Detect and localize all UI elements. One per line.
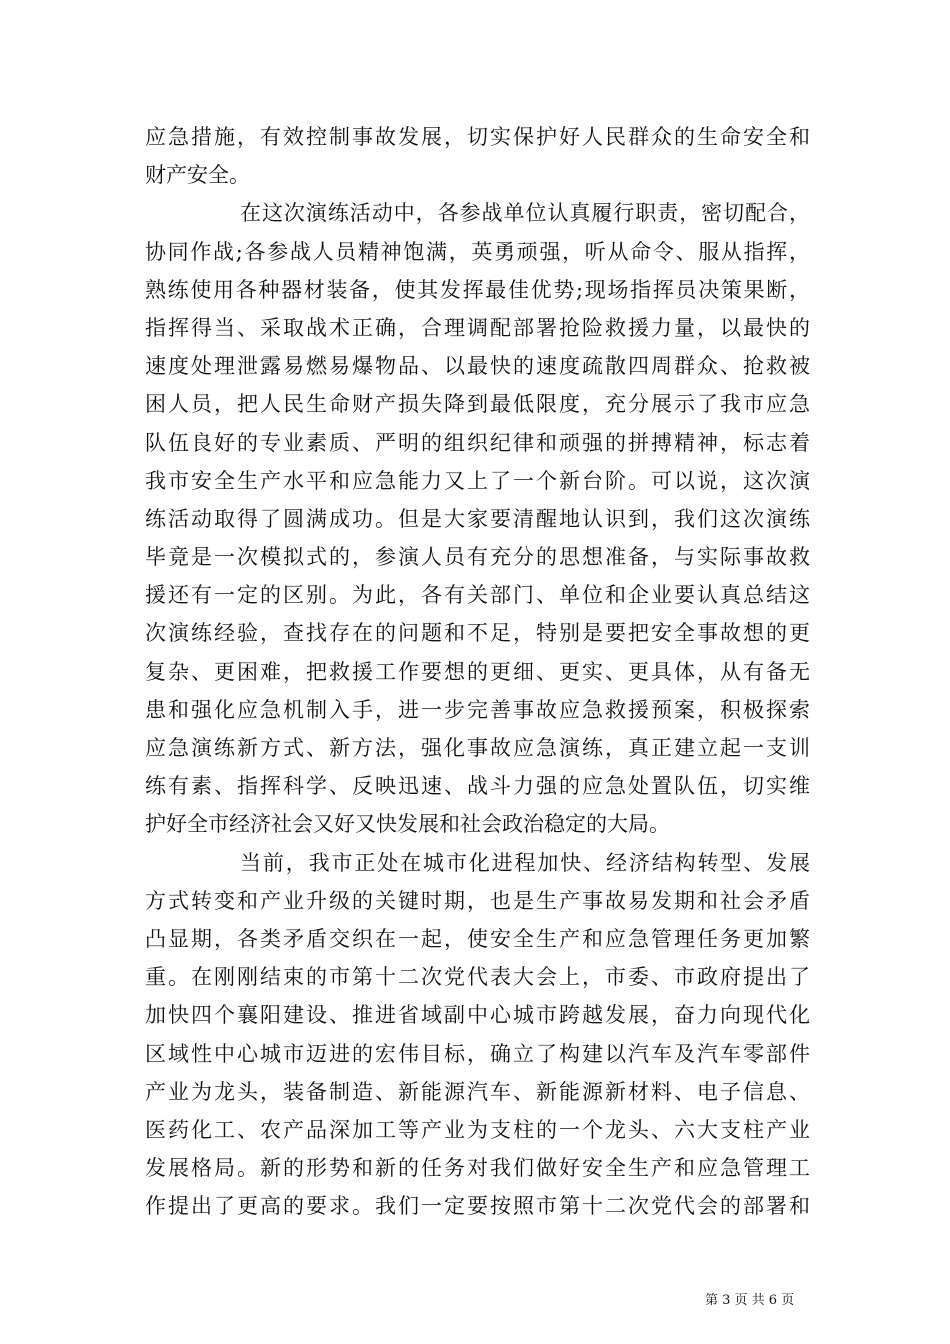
text-line: 队伍良好的专业素质、严明的组织纪律和顽强的拼搏精神，标志着 <box>145 430 810 455</box>
text-line: 困人员，把人民生命财产损失降到最低限度，充分展示了我市应急 <box>145 392 810 417</box>
text-line: 毕竟是一次模拟式的，参演人员有充分的思想准备，与实际事故救 <box>145 545 810 570</box>
text-line: 我市安全生产水平和应急能力又上了一个新台阶。可以说，这次演 <box>145 468 810 493</box>
text-line: 熟练使用各种器材装备，使其发挥最佳优势;现场指挥员决策果断， <box>145 277 810 302</box>
text-line: 重。在刚刚结束的市第十二次党代表大会上，市委、市政府提出了 <box>145 965 810 990</box>
text-line: 发展格局。新的形势和新的任务对我们做好安全生产和应急管理工 <box>145 1156 810 1181</box>
text-line: 协同作战;各参战人员精神饱满，英勇顽强，听从命令、服从指挥， <box>145 239 810 264</box>
text-line: 应急演练新方式、新方法，强化事故应急演练，真正建立起一支训 <box>145 736 810 760</box>
text-line: 在这次演练活动中，各参战单位认真履行职责，密切配合， <box>240 201 810 226</box>
text-line: 应急措施，有效控制事故发展，切实保护好人民群众的生命安全和 <box>145 125 810 149</box>
text-line: 作提出了更高的要求。我们一定要按照市第十二次党代会的部署和 <box>145 1194 810 1219</box>
text-line: 患和强化应急机制入手，进一步完善事故应急救援预案，积极探索 <box>145 697 810 722</box>
text-line: 练有素、指挥科学、反映迅速、战斗力强的应急处置队伍，切实维 <box>145 774 810 799</box>
text-line: 医药化工、农产品深加工等产业为支柱的一个龙头、六大支柱产业 <box>145 1117 810 1142</box>
text-line: 速度处理泄露易燃易爆物品、以最快的速度疏散四周群众、抢救被 <box>145 354 810 379</box>
text-line: 指挥得当、采取战术正确，合理调配部署抢险救援力量，以最快的 <box>145 315 810 340</box>
page-footer: 第 3 页 共 6 页 <box>705 1293 795 1308</box>
text-line: 练活动取得了圆满成功。但是大家要清醒地认识到，我们这次演练 <box>145 506 810 531</box>
body-text <box>145 118 810 1225</box>
text-line: 区域性中心城市迈进的宏伟目标，确立了构建以汽车及汽车零部件 <box>145 1041 810 1066</box>
text-line: 财产安全。 <box>145 163 250 188</box>
text-line: 次演练经验，查找存在的问题和不足，特别是要把安全事故想的更 <box>145 621 810 646</box>
text-line: 援还有一定的区别。为此，各有关部门、单位和企业要认真总结这 <box>145 583 810 608</box>
text-line: 产业为龙头，装备制造、新能源汽车、新能源新材料、电子信息、 <box>145 1079 810 1104</box>
text-line: 凸显期，各类矛盾交织在一起，使安全生产和应急管理任务更加繁 <box>145 926 810 951</box>
text-line: 护好全市经济社会又好又快发展和社会政治稳定的大局。 <box>145 812 670 837</box>
text-line: 复杂、更困难，把救援工作要想的更细、更实、更具体，从有备无 <box>145 659 810 684</box>
text-line: 当前，我市正处在城市化进程加快、经济结构转型、发展 <box>240 850 810 875</box>
text-line: 方式转变和产业升级的关键时期，也是生产事故易发期和社会矛盾 <box>145 888 810 913</box>
text-line: 加快四个襄阳建设、推进省域副中心城市跨越发展，奋力向现代化 <box>145 1003 810 1028</box>
